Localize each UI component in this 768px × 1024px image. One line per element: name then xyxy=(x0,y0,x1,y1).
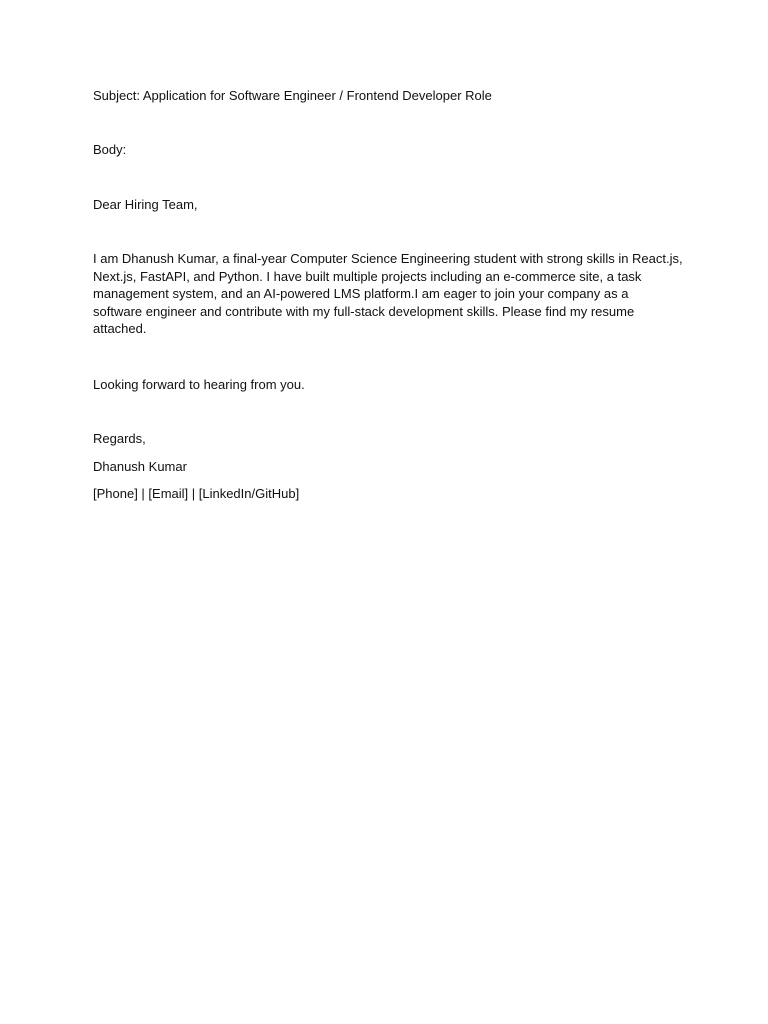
body-paragraph-line: attached. xyxy=(93,321,147,336)
signature-name: Dhanush Kumar xyxy=(93,459,187,474)
greeting-line: Dear Hiring Team, xyxy=(93,197,198,212)
body-label: Body: xyxy=(93,142,127,157)
signoff-line: Regards, xyxy=(93,431,146,446)
body-paragraph-line: management system, and an AI-powered LMS platform.I am eager to join your company as a xyxy=(93,286,629,301)
body-paragraph xyxy=(93,250,683,338)
contact-line: [Phone] | [Email] | [LinkedIn/GitHub] xyxy=(93,486,300,501)
body-paragraph-line: Next.js, FastAPI, and Python. I have built multiple projects including an e-commerce site, a task xyxy=(93,268,642,284)
subject-line: Subject: Application for Software Engineer / Frontend Developer Role xyxy=(93,88,492,103)
body-paragraph-line: I am Dhanush Kumar, a final-year Computer Science Engineering student with strong skills in React.js, xyxy=(93,251,683,266)
body-paragraph-line: software engineer and contribute with my full-stack development skills. Please find my resume xyxy=(93,303,635,319)
closing-line: Looking forward to hearing from you. xyxy=(93,377,305,392)
